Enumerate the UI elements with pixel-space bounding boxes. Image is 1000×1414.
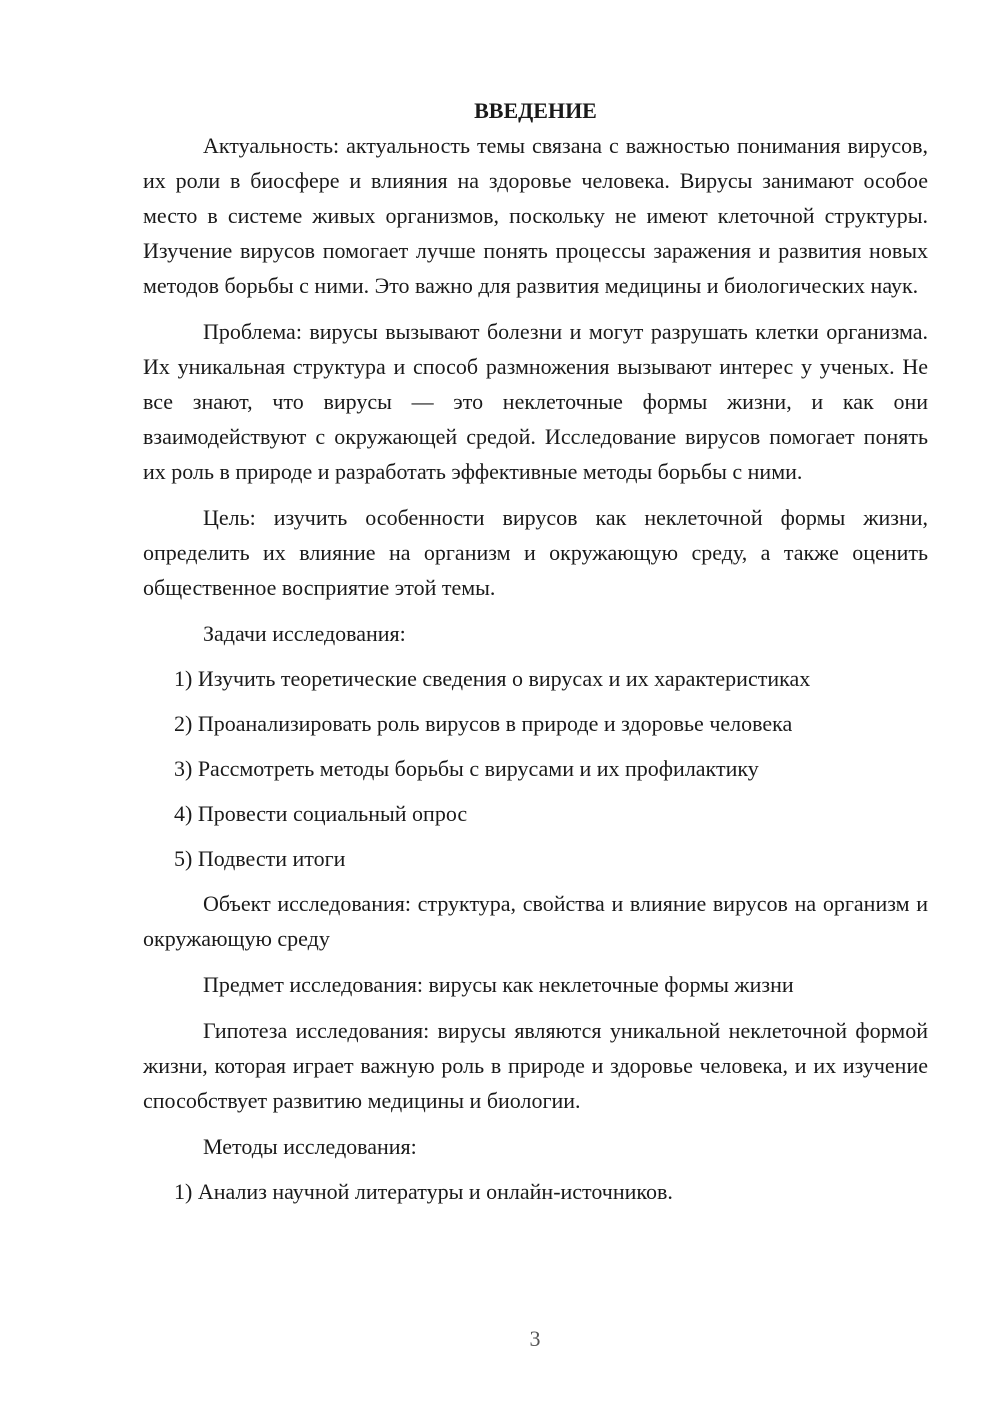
relevance-paragraph: Актуальность: актуальность темы связана с важностью понимания вирусов, их роли в биосфере и влияния на здоровье человека. Вирусы занимают особое место в системе живых организмов, поскольку не имеют клеточной структуры. Изучение вирусов помогает лучше понять процессы заражения и развития новых методов борьбы с ними. Это важно для развития медицины и биологических наук. (143, 133, 928, 298)
subject-paragraph: Предмет исследования: вирусы как неклеточные формы жизни (203, 972, 794, 997)
method-item: 1) Анализ научной литературы и онлайн-источников. (174, 1179, 673, 1204)
page-title: ВВЕДЕНИЕ (474, 98, 597, 123)
task-item: 1) Изучить теоретические сведения о вирусах и их характеристиках (174, 666, 811, 691)
goal-paragraph: Цель: изучить особенности вирусов как неклеточной формы жизни, определить их влияние на организм и окружающую среду, а также оценить общественное восприятие этой темы. (143, 505, 928, 600)
hypothesis-paragraph: Гипотеза исследования: вирусы являются уникальной неклеточной формой жизни, которая играет важную роль в природе и здоровье человека, и их изучение способствует развитию медицины и биологии. (143, 1018, 928, 1113)
problem-paragraph: Проблема: вирусы вызывают болезни и могут разрушать клетки организма. Их уникальная структура и способ размножения вызывают интерес у ученых. Не все знают, что вирусы — это неклеточные формы жизни, и как они взаимодействуют с окружающей средой. Исследование вирусов помогает понять их роль в природе и разработать эффективные методы борьбы с ними. (143, 319, 928, 484)
methods-heading: Методы исследования: (203, 1134, 417, 1159)
task-item: 3) Рассмотреть методы борьбы с вирусами и их профилактику (174, 756, 759, 781)
object-paragraph: Объект исследования: структура, свойства и влияние вирусов на организм и окружающую среду (143, 891, 928, 951)
task-item: 2) Проанализировать роль вирусов в природе и здоровье человека (174, 711, 793, 736)
tasks-heading: Задачи исследования: (203, 621, 406, 646)
task-item: 4) Провести социальный опрос (174, 801, 468, 826)
document-page (143, 94, 928, 1219)
page-number: 3 (529, 1326, 541, 1351)
task-item: 5) Подвести итоги (174, 846, 346, 871)
